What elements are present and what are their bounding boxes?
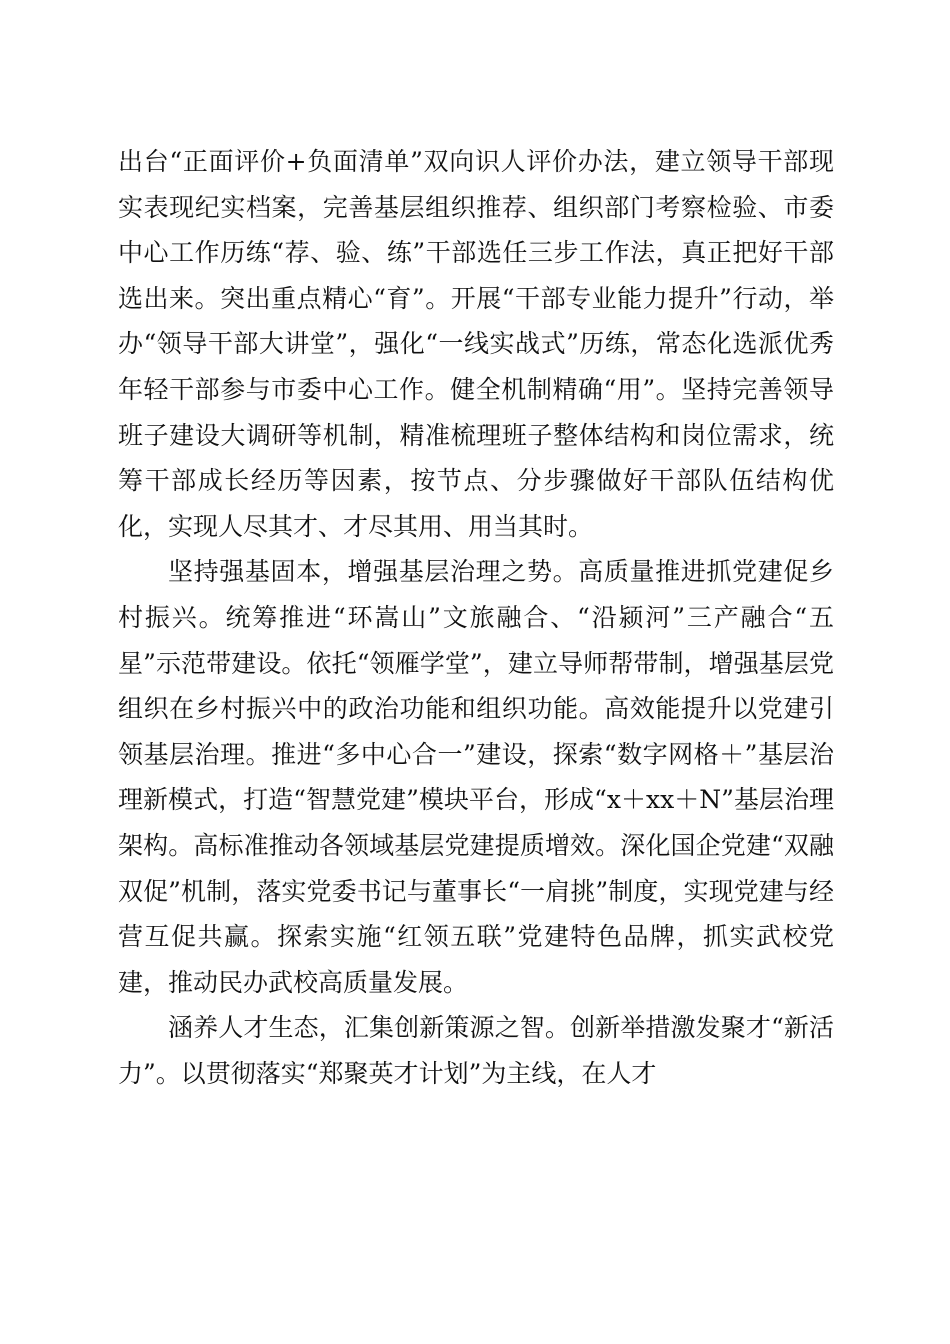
document-body (118, 139, 834, 1096)
paragraph-3: 涵养人才生态，汇集创新策源之智。创新举措激发聚才“新活力”。以贯彻落实“郑聚英才计划”为主线，在人才 (118, 1013, 834, 1088)
paragraph-2: 坚持强基固本，增强基层治理之势。高质量推进抓党建促乡村振兴。统筹推进“环嵩山”文旅融合、“沿颍河”三产融合“五星”示范带建设。依托“领雁学堂”，建立导师帮带制，增强基层党组织在乡村振兴中的政治功能和组织功能。高效能提升以党建引领基层治理。推进“多中心合一”建设，探索“数字网格＋”基层治理新模式，打造“智慧党建”模块平台，形成“x＋xx＋N”基层治理架构。高标准推动各领域基层党建提质增效。深化国企党建“双融双促”机制，落实党委书记与董事长“一肩挑”制度，实现党建与经营互促共赢。探索实施“红领五联”党建特色品牌，抓实武校党建，推动民办武校高质量发展。 (118, 557, 834, 997)
paragraph-1: 出台“正面评价+负面清单”双向识人评价办法，建立领导干部现实表现纪实档案，完善基层组织推荐、组织部门考察检验、市委中心工作历练“荐、验、练”干部选任三步工作法，真正把好干部选出来。突出重点精心“育”。开展“干部专业能力提升”行动，举办“领导干部大讲堂”，强化“一线实战式”历练，常态化选派优秀年轻干部参与市委中心工作。健全机制精确“用”。坚持完善领导班子建设大调研等机制，精准梳理班子整体结构和岗位需求，统筹干部成长经历等因素，按节点、分步骤做好干部队伍结构优化，实现人尽其才、才尽其用、用当其时。 (118, 147, 834, 541)
